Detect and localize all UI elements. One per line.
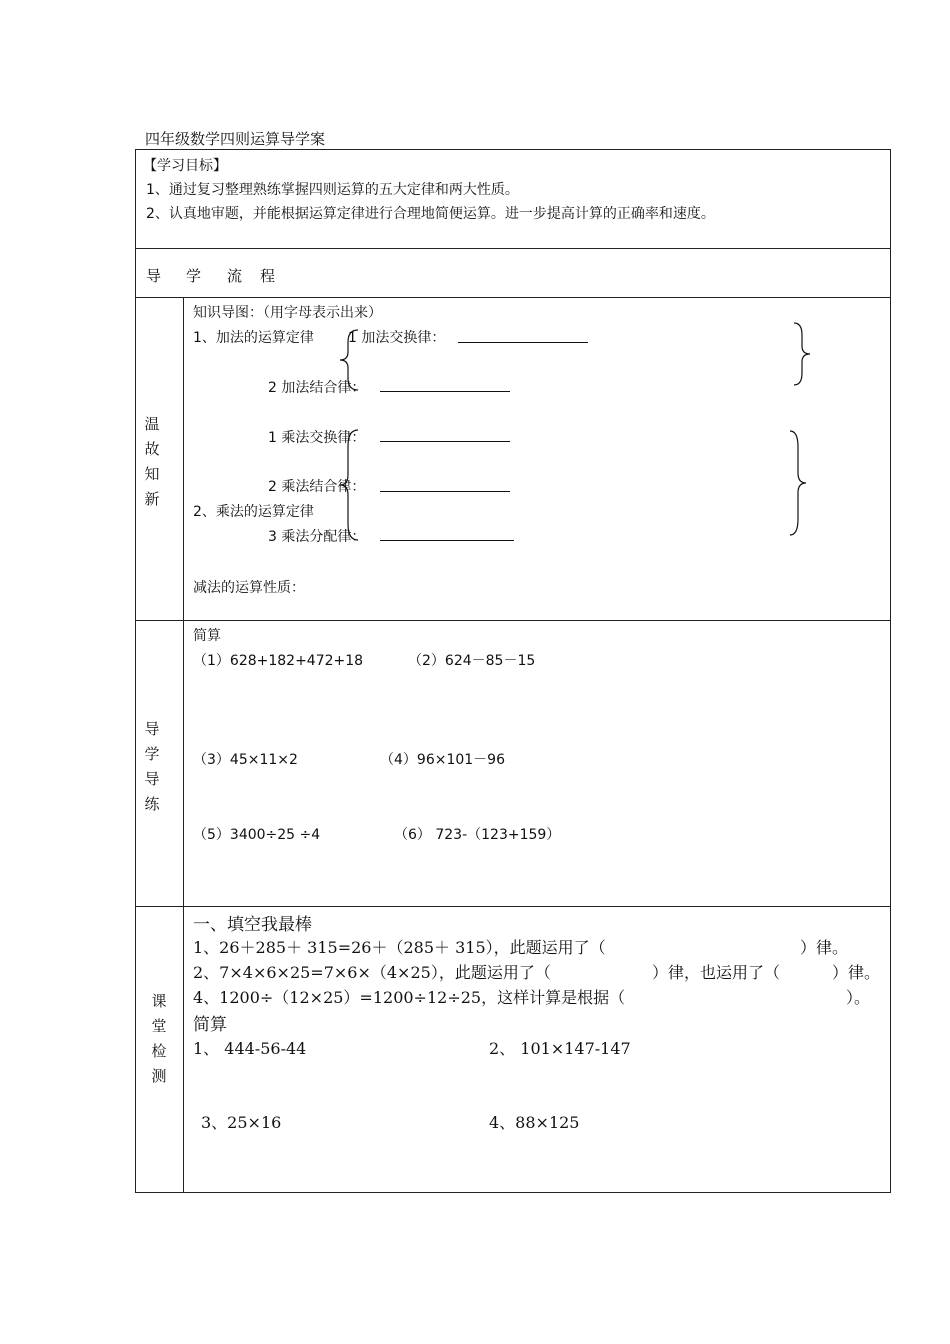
practice-problem: （1）628+182+472+18 [193, 653, 364, 669]
law-label: 1 加法交换律： [348, 330, 446, 346]
fill-in-question-2-end: ）律。 [832, 963, 881, 982]
fill-in-question-1: 1、26＋285＋ 315=26＋（285＋ 315），此题运用了（ [193, 938, 606, 957]
fill-in-question-4-end: ）。 [846, 988, 871, 1007]
fill-in-question-4: 4、1200÷（12×25）=1200÷12÷25，这样计算是根据（ [193, 988, 626, 1007]
answer-blank[interactable] [380, 391, 510, 392]
fill-in-question-2-mid: ）律，也运用了（ [652, 963, 781, 982]
practice-problem: （6） 723-（123+159） [394, 827, 561, 843]
fill-in-section-title: 一、填空我最棒 [193, 915, 312, 935]
right-brace-multiplication [788, 431, 808, 535]
table-border-left [135, 149, 136, 1193]
fill-in-question-2: 2、7×4×6×25=7×6×（4×25），此题运用了（ [193, 963, 551, 982]
calc-problem: 4、88×125 [489, 1113, 580, 1132]
practice-heading: 简算 [193, 628, 221, 644]
table-border-bottom [135, 1192, 891, 1193]
row-divider [135, 906, 891, 907]
calc-problem: 1、 444-56-44 [193, 1039, 307, 1058]
law-label: 3 乘法分配律： [268, 529, 366, 545]
calc-problem: 2、 101×147-147 [489, 1039, 631, 1058]
law-label: 1 乘法交换律： [268, 430, 366, 446]
addition-laws-title: 1、加法的运算定律 [193, 330, 314, 346]
row-divider [135, 248, 891, 249]
subtraction-properties-title: 减法的运算性质： [193, 580, 305, 596]
objectives-heading: 【学习目标】 [143, 158, 227, 174]
table-border-right [890, 149, 891, 1193]
answer-blank[interactable] [458, 342, 588, 343]
practice-problem: （5）3400÷25 ÷4 [193, 827, 321, 843]
row-divider [135, 297, 891, 298]
answer-blank[interactable] [380, 441, 510, 442]
document-title: 四年级数学四则运算导学案 [145, 130, 326, 148]
answer-blank[interactable] [380, 540, 514, 541]
table-border-top [135, 149, 891, 150]
practice-problem: （4）96×101－96 [380, 752, 505, 768]
left-brace-addition [340, 330, 360, 390]
fill-in-question-1-end: ）律。 [800, 938, 849, 957]
law-label: 2 加法结合律： [268, 380, 366, 396]
knowledge-map-intro: 知识导图：（用字母表示出来） [193, 305, 382, 321]
objective-item: 2、认真地审题，并能根据运算定律进行合理地简便运算。进一步提高计算的正确率和速度。 [146, 206, 715, 222]
answer-blank[interactable] [380, 491, 510, 492]
multiplication-laws-title: 2、乘法的运算定律 [193, 504, 314, 520]
practice-problem: （3）45×11×2 [193, 752, 298, 768]
right-brace-addition [792, 323, 812, 385]
practice-problem: （2）624－85－15 [408, 653, 536, 669]
left-brace-multiplication [340, 430, 360, 540]
calc-section-title: 简算 [193, 1015, 227, 1035]
objective-item: 1、通过复习整理熟练掌握四则运算的五大定律和两大性质。 [146, 182, 519, 198]
calc-problem: 3、25×16 [201, 1113, 282, 1132]
label-column-divider [183, 297, 184, 1193]
row-divider [135, 620, 891, 621]
law-label: 2 乘法结合律： [268, 479, 366, 495]
